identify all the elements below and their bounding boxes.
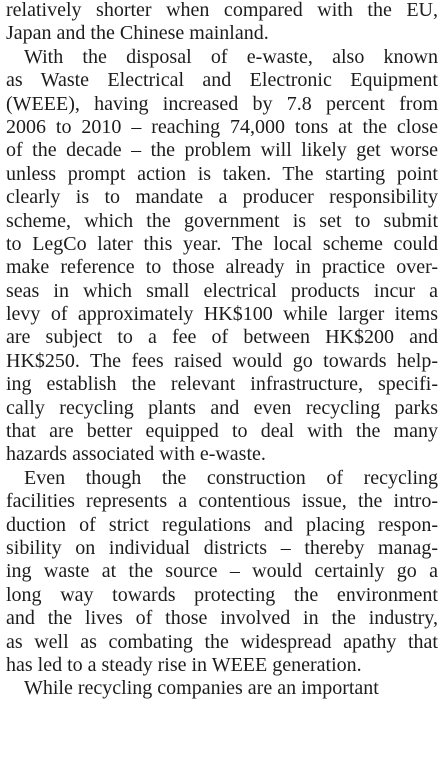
text-line: are subject to a fee of between HK$200 and: [6, 326, 438, 349]
text-line: as well as combating the widespread apathy that: [6, 630, 438, 653]
text-line: (WEEE), having increased by 7.8 percent from: [6, 92, 438, 115]
article-column: [6, 0, 438, 701]
text-line: Even though the construction of recycling: [24, 466, 438, 489]
text-line: long way towards protecting the environment: [6, 583, 438, 606]
text-line: scheme, which the government is set to submit: [6, 209, 438, 232]
text-line: make reference to those already in practice over-: [6, 256, 438, 279]
text-line: hazards associated with e-waste.: [6, 443, 266, 466]
text-line: cally recycling plants and even recycling parks: [6, 396, 438, 419]
paragraph-2: [6, 46, 438, 467]
text-line: ing establish the relevant infrastructure, specifi-: [6, 373, 438, 396]
text-line: duction of strict regulations and placing respon-: [6, 513, 438, 536]
text-line: ing waste at the source – would certainly go a: [6, 560, 438, 583]
text-line: as Waste Electrical and Electronic Equipment: [6, 69, 438, 92]
text-line: Japan and the Chinese mainland.: [6, 22, 269, 45]
text-line: sibility on individual districts – thereby manag-: [6, 536, 438, 559]
paragraph-4-start: [6, 677, 438, 700]
text-line: With the disposal of e-waste, also known: [24, 45, 438, 68]
text-line: and the lives of those involved in the industry,: [6, 607, 438, 630]
text-line: of the decade – the problem will likely get worse: [6, 139, 438, 162]
text-line: facilities represents a contentious issue, the intro-: [6, 490, 438, 513]
text-line: unless prompt action is taken. The starting point: [6, 162, 438, 185]
text-line: relatively shorter when compared with the EU,: [6, 0, 438, 21]
text-line: HK$250. The fees raised would go towards help-: [6, 349, 438, 372]
text-line: levy of approximately HK$100 while larger items: [6, 303, 438, 326]
paragraph-3: [6, 467, 438, 678]
text-line: that are better equipped to deal with the many: [6, 420, 438, 443]
paragraph-1-end: [6, 0, 438, 46]
text-line: 2006 to 2010 – reaching 74,000 tons at the close: [6, 115, 438, 138]
text-line: seas in which small electrical products incur a: [6, 279, 438, 302]
text-line: clearly is to mandate a producer responsibility: [6, 186, 438, 209]
text-line: to LegCo later this year. The local scheme could: [6, 232, 438, 255]
text-line: has led to a steady rise in WEEE generation.: [6, 653, 362, 676]
text-line: While recycling companies are an important: [24, 677, 379, 700]
